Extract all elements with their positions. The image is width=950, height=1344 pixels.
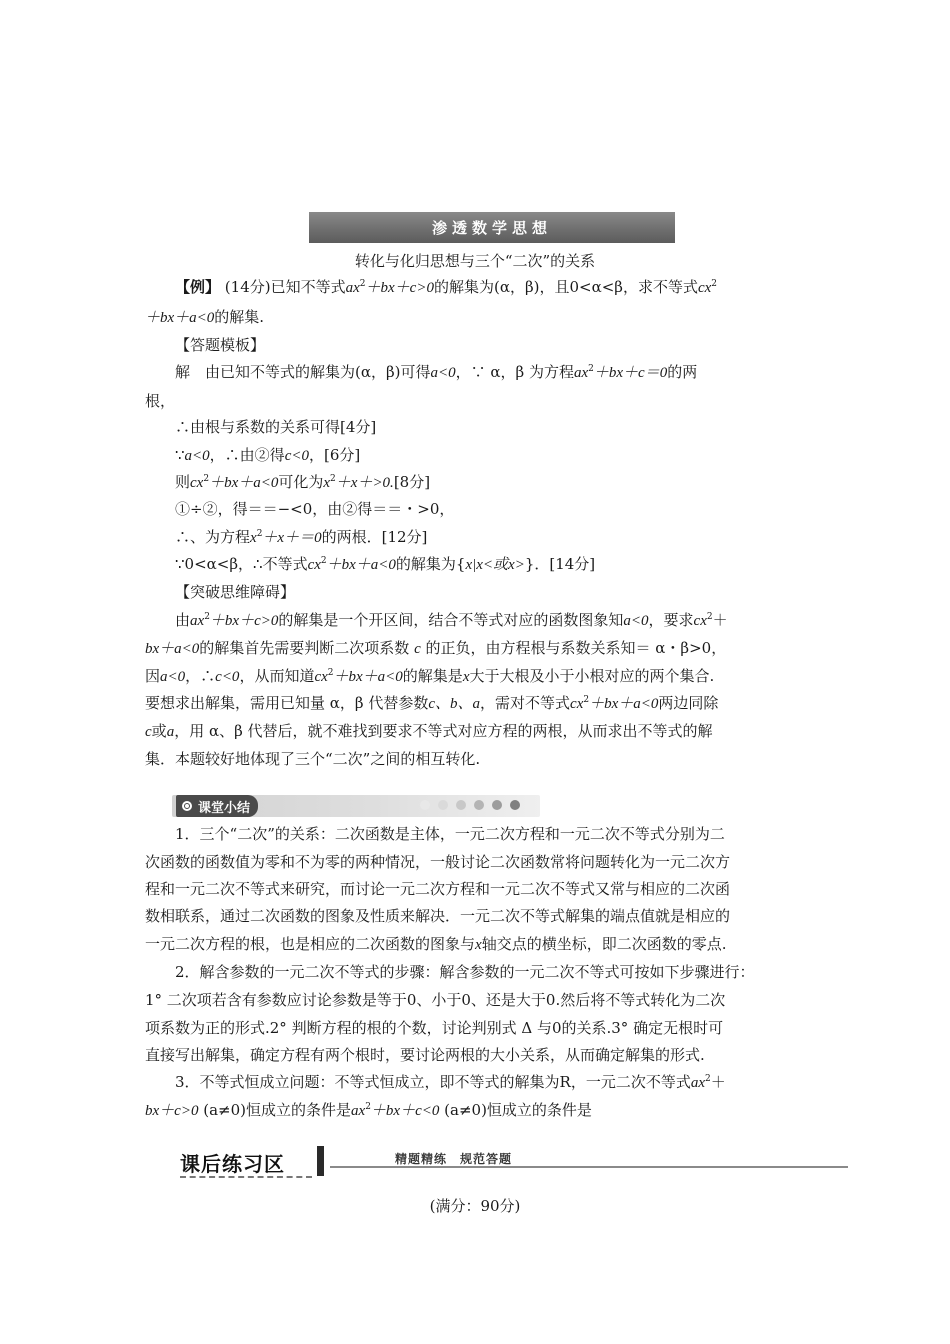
summary-p2-line-1: 2．解含参数的一元二次不等式的步骤：解含参数的一元二次不等式可按如下步骤进行：: [175, 963, 755, 981]
section-banner: 渗透数学思想: [309, 212, 675, 243]
summary-p1-line-2: 次函数的函数值为零和不为零的两种情况，一般讨论二次函数常将问题转化为一元二次方: [145, 853, 731, 871]
practice-title-bar: [317, 1146, 324, 1176]
solution-line-4: ∵a<0，∴由②得c<0，[6分]: [175, 446, 361, 464]
solution-line-1: 解 由已知不等式的解集为(α，β)可得a<0，∵ α，β 为方程$ax^2+bx+c=0$的两: [175, 363, 698, 381]
example-line-2: ＋bx＋a<0的解集.: [145, 308, 265, 326]
analysis-line-2: bx＋a<0的解集首先需要判断二次项系数 c 的正负，由方程根与系数关系知＝ α・β>0，: [145, 639, 727, 657]
solution-line-8: ∵0<α<β，∴不等式$cx^2+bx+a<0$的解集为{x|x<或x>}．[14分]: [175, 555, 596, 573]
summary-p3-line-2: bx＋c>0 (a≠0)恒成立的条件是$ax^2+bx+c<0$ (a≠0)恒成立的条件是: [145, 1101, 592, 1119]
break-heading: 【突破思维障碍】: [175, 583, 296, 601]
template-heading: 【答题模板】: [175, 336, 266, 354]
solution-line-2: 根，: [145, 392, 176, 410]
summary-p1-line-1: 1．三个“二次”的关系：二次函数是主体，一元二次方程和一元二次不等式分别为二: [175, 825, 725, 843]
section-subtitle: 转化与化归思想与三个“二次”的关系: [354, 252, 596, 270]
summary-p2-line-3: 项系数为正的形式.2° 判断方程的根的个数，讨论判别式 Δ 与0的关系.3° 确定无根时可: [145, 1019, 724, 1037]
analysis-line-3: 因a<0，∴c<0，从而知道$cx^2+bx+a<0$的解集是x大于大根及小于小根对应的两个集合.: [145, 667, 715, 685]
summary-p1-line-3: 程和一元二次不等式来研究，而讨论一元二次方程和一元二次不等式又常与相应的二次函: [145, 880, 731, 898]
example-tag: 【例】: [175, 278, 221, 296]
practice-tagline: 精题精练 规范答题: [395, 1152, 513, 1166]
summary-heading: 课堂小结: [176, 795, 258, 817]
summary-p2-line-2: 1° 二次项若含有参数应讨论参数是等于0、小于0、还是大于0.然后将不等式转化为二次: [145, 991, 726, 1009]
solution-line-3: ∴由根与系数的关系可得[4分]: [175, 418, 377, 436]
analysis-line-6: 集．本题较好地体现了三个“二次”之间的相互转化.: [145, 750, 481, 768]
solution-line-5: 则$cx^2+bx+a<0$可化为$x^2+x+>0.[8$分]: [175, 473, 431, 491]
practice-section-title: 课后练习区: [180, 1152, 285, 1176]
summary-p1-line-4: 数相联系，通过二次函数的图象及性质来解决．一元二次不等式解集的端点值就是相应的: [145, 907, 731, 925]
summary-p2-line-4: 直接写出解集，确定方程有两个根时，要讨论两根的大小关系，从而确定解集的形式.: [145, 1046, 705, 1064]
summary-p3-line-1: 3．不等式恒成立问题：不等式恒成立，即不等式的解集为R，一元二次不等式$ax^2+$: [175, 1073, 726, 1091]
bullet-circle-icon: [182, 801, 192, 811]
practice-title-underline: [180, 1176, 312, 1178]
summary-p1-line-5: 一元二次方程的根，也是相应的二次函数的图象与x轴交点的横坐标，即二次函数的零点.: [145, 935, 727, 953]
example-line-1: 【例】 (14分)已知不等式$ax^2+bx+c>0$的解集为(α，β)，且0<α<β，求不等式$cx^2$: [175, 278, 718, 296]
solution-line-7: ∴、为方程$x^2+x+=0$的两根．[12分]: [175, 528, 428, 546]
solution-line-6: ①÷②，得＝＝−<0，由②得＝＝・>0，: [175, 500, 455, 518]
decorative-dots: [420, 800, 520, 810]
analysis-line-1: 由$ax^2+bx+c>0$的解集是一个开区间，结合不等式对应的函数图象知a<0，要求$cx^2+$: [175, 611, 728, 629]
full-score: (满分：90分): [429, 1197, 521, 1215]
analysis-line-4: 要想求出解集，需用已知量 α，β 代替参数c、b、a，需对不等式$cx^2+bx+a<0$两边同除: [145, 694, 719, 712]
analysis-line-5: c或a，用 α、β 代替后，就不难找到要求不等式对应方程的两根，从而求出不等式的解: [145, 722, 713, 740]
